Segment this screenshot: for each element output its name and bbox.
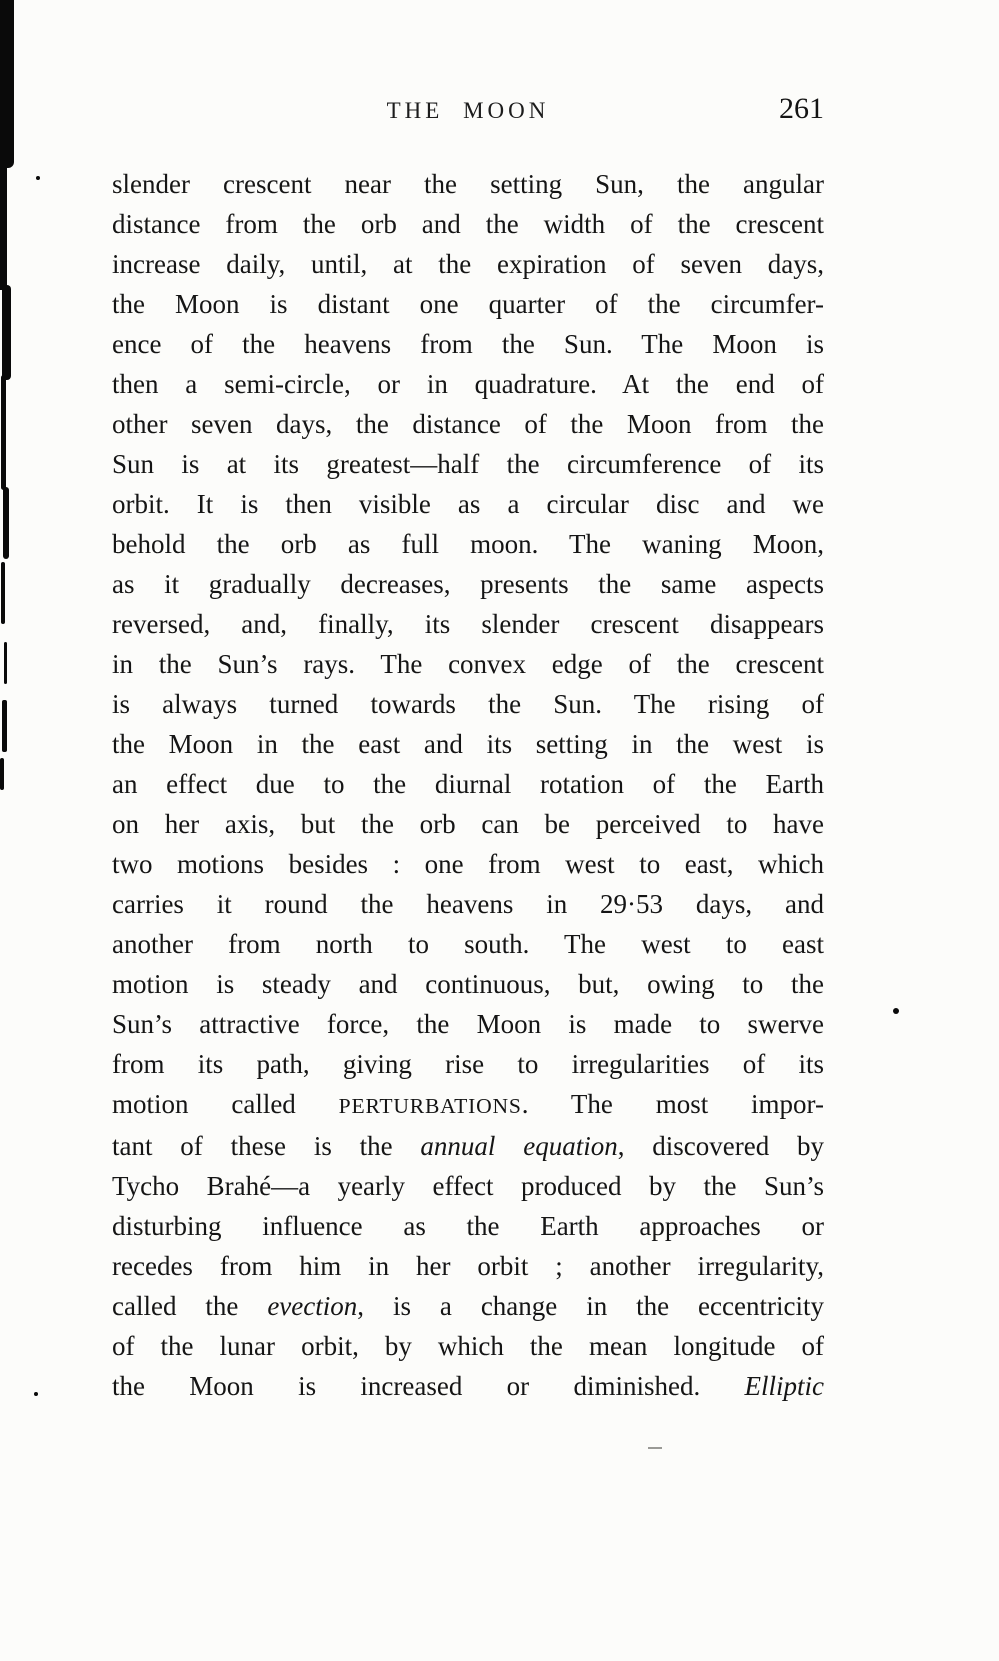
scan-artifact-left-edge — [2, 285, 11, 380]
text-line: another from north to south. The west to east — [112, 929, 824, 959]
scan-artifact-left-edge — [0, 0, 14, 168]
text-line: other seven days, the distance of the Moon from the — [112, 409, 824, 439]
text-line: an effect due to the diurnal rotation of the Earth — [112, 769, 824, 799]
text-line: reversed, and, finally, its slender crescent disappears — [112, 609, 824, 639]
text-line: on her axis, but the orb can be perceived to have — [112, 809, 824, 839]
page-content — [112, 92, 824, 1406]
text-line: in the Sun’s rays. The convex edge of the crescent — [112, 649, 824, 679]
scan-artifact-left-edge — [0, 758, 4, 790]
text-line: from its path, giving rise to irregularities of its — [112, 1049, 824, 1079]
text-line: Sun’s attractive force, the Moon is made to swerve — [112, 1009, 824, 1039]
text-line: ence of the heavens from the Sun. The Moon is — [112, 329, 824, 359]
text-line: tant of these is the annual equation, discovered by — [112, 1131, 824, 1161]
scan-speck — [893, 1008, 899, 1014]
text-line: is always turned towards the Sun. The rising of — [112, 689, 824, 719]
text-line: Tycho Brahé—a yearly effect produced by the Sun’s — [112, 1171, 824, 1201]
text-line: disturbing influence as the Earth approaches or — [112, 1211, 824, 1241]
scan-artifact-left-edge — [3, 487, 9, 559]
text-line: motion called PERTURBATIONS. The most impor- — [112, 1089, 824, 1119]
text-line: increase daily, until, at the expiration of seven days, — [112, 249, 824, 279]
text-line: distance from the orb and the width of the crescent — [112, 209, 824, 239]
text-line: orbit. It is then visible as a circular disc and we — [112, 489, 824, 519]
text-line: called the evection, is a change in the eccentricity — [112, 1291, 824, 1321]
text-line: Sun is at its greatest—half the circumference of its — [112, 449, 824, 479]
text-line: the Moon is distant one quarter of the circumfer- — [112, 289, 824, 319]
text-line: two motions besides : one from west to east, which — [112, 849, 824, 879]
text-line: carries it round the heavens in 29·53 days, and — [112, 889, 824, 919]
text-line: slender crescent near the setting Sun, the angular — [112, 169, 824, 199]
scan-speck — [36, 176, 40, 180]
body-text — [112, 164, 824, 1406]
scan-speck — [648, 1447, 662, 1449]
page-number: 261 — [779, 92, 824, 125]
page-heading: THE MOON — [386, 98, 550, 123]
scan-speck — [34, 1392, 38, 1396]
scan-artifact-left-edge — [0, 160, 7, 290]
scan-artifact-left-edge — [1, 562, 5, 624]
text-line: as it gradually decreases, presents the same aspects — [112, 569, 824, 599]
text-line: of the lunar orbit, by which the mean longitude of — [112, 1331, 824, 1361]
text-line: motion is steady and continuous, but, owing to the — [112, 969, 824, 999]
text-line: recedes from him in her orbit ; another irregularity, — [112, 1251, 824, 1281]
running-head — [112, 92, 824, 138]
scan-artifact-left-edge — [4, 642, 7, 684]
text-line: then a semi-circle, or in quadrature. At the end of — [112, 369, 824, 399]
text-line: behold the orb as full moon. The waning Moon, — [112, 529, 824, 559]
scan-artifact-left-edge — [1, 375, 6, 490]
text-line: the Moon in the east and its setting in the west is — [112, 729, 824, 759]
text-line: the Moon is increased or diminished. Elliptic — [112, 1371, 824, 1401]
scan-artifact-left-edge — [2, 700, 7, 752]
